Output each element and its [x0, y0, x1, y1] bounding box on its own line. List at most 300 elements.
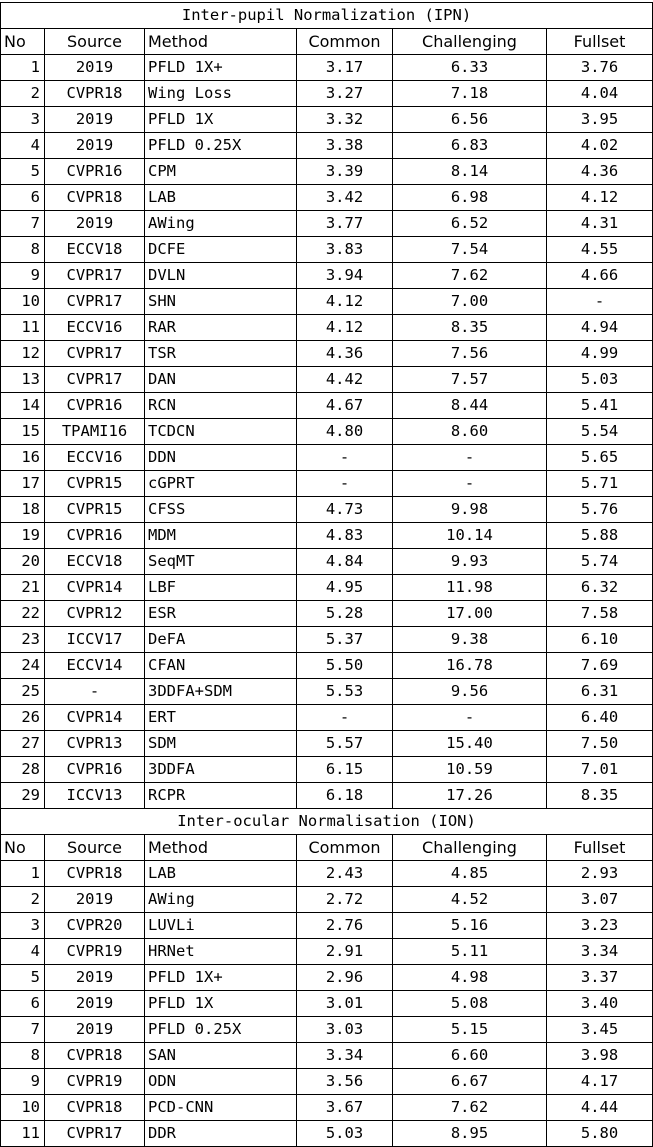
table-row — [1, 107, 653, 133]
table-row — [1, 315, 653, 341]
cell-no: 15 — [1, 419, 45, 445]
results-table-container — [0, 2, 652, 1147]
cell-no: 26 — [1, 705, 45, 731]
cell-no: 1 — [1, 861, 45, 887]
cell-no: 27 — [1, 731, 45, 757]
table-row — [1, 523, 653, 549]
cell-no: 24 — [1, 653, 45, 679]
cell-fullset: 5.74 — [547, 549, 653, 575]
cell-method: DAN — [145, 367, 297, 393]
cell-source: CVPR18 — [45, 81, 145, 107]
cell-method: MDM — [145, 523, 297, 549]
cell-challenging: 10.59 — [393, 757, 547, 783]
cell-challenging: 16.78 — [393, 653, 547, 679]
cell-common: 5.37 — [297, 627, 393, 653]
cell-source: ECCV14 — [45, 653, 145, 679]
cell-challenging: 7.56 — [393, 341, 547, 367]
cell-fullset: 7.50 — [547, 731, 653, 757]
cell-common: 4.80 — [297, 419, 393, 445]
cell-no: 9 — [1, 1069, 45, 1095]
cell-challenging: 9.98 — [393, 497, 547, 523]
cell-source: CVPR18 — [45, 1043, 145, 1069]
cell-common: 2.76 — [297, 913, 393, 939]
cell-common: 5.57 — [297, 731, 393, 757]
cell-fullset: 3.95 — [547, 107, 653, 133]
cell-method: SHN — [145, 289, 297, 315]
cell-challenging: 7.18 — [393, 81, 547, 107]
cell-fullset: 3.76 — [547, 55, 653, 81]
cell-common: 3.42 — [297, 185, 393, 211]
cell-fullset: 4.55 — [547, 237, 653, 263]
cell-source: CVPR16 — [45, 393, 145, 419]
cell-fullset: 6.40 — [547, 705, 653, 731]
cell-no: 19 — [1, 523, 45, 549]
cell-challenging: 8.14 — [393, 159, 547, 185]
cell-source: ECCV18 — [45, 237, 145, 263]
cell-source: 2019 — [45, 991, 145, 1017]
cell-challenging: 11.98 — [393, 575, 547, 601]
cell-challenging: 8.60 — [393, 419, 547, 445]
cell-method: RAR — [145, 315, 297, 341]
table-row — [1, 757, 653, 783]
cell-no: 8 — [1, 237, 45, 263]
cell-common: - — [297, 445, 393, 471]
cell-method: PFLD 1X — [145, 107, 297, 133]
table-row — [1, 1121, 653, 1147]
table-row — [1, 185, 653, 211]
cell-method: ESR — [145, 601, 297, 627]
cell-challenging: 7.54 — [393, 237, 547, 263]
table-row — [1, 289, 653, 315]
cell-common: 3.94 — [297, 263, 393, 289]
column-header-method: Method — [145, 29, 297, 55]
cell-source: ICCV17 — [45, 627, 145, 653]
table-row — [1, 627, 653, 653]
table-row — [1, 601, 653, 627]
cell-challenging: 6.67 — [393, 1069, 547, 1095]
cell-fullset: 6.31 — [547, 679, 653, 705]
cell-no: 25 — [1, 679, 45, 705]
cell-fullset: 3.07 — [547, 887, 653, 913]
cell-fullset: 4.02 — [547, 133, 653, 159]
cell-common: 3.17 — [297, 55, 393, 81]
cell-challenging: 6.52 — [393, 211, 547, 237]
cell-challenging: - — [393, 445, 547, 471]
cell-no: 4 — [1, 939, 45, 965]
cell-source: ICCV13 — [45, 783, 145, 809]
table-row — [1, 731, 653, 757]
cell-source: 2019 — [45, 55, 145, 81]
cell-method: 3DDFA — [145, 757, 297, 783]
cell-method: LBF — [145, 575, 297, 601]
cell-no: 5 — [1, 965, 45, 991]
cell-method: DeFA — [145, 627, 297, 653]
column-header-no: No — [1, 835, 45, 861]
table-row — [1, 55, 653, 81]
cell-method: PFLD 1X+ — [145, 55, 297, 81]
cell-method: LAB — [145, 185, 297, 211]
cell-fullset: 8.35 — [547, 783, 653, 809]
cell-common: 3.32 — [297, 107, 393, 133]
cell-challenging: 7.00 — [393, 289, 547, 315]
cell-common: 2.72 — [297, 887, 393, 913]
cell-fullset: 5.54 — [547, 419, 653, 445]
cell-no: 11 — [1, 315, 45, 341]
cell-fullset: 2.93 — [547, 861, 653, 887]
cell-fullset: 4.94 — [547, 315, 653, 341]
cell-source: CVPR18 — [45, 185, 145, 211]
cell-common: 3.38 — [297, 133, 393, 159]
cell-common: 4.73 — [297, 497, 393, 523]
cell-fullset: 5.71 — [547, 471, 653, 497]
cell-source: CVPR15 — [45, 497, 145, 523]
cell-source: 2019 — [45, 965, 145, 991]
cell-source: CVPR17 — [45, 289, 145, 315]
cell-method: SDM — [145, 731, 297, 757]
cell-source: CVPR14 — [45, 705, 145, 731]
cell-no: 6 — [1, 185, 45, 211]
cell-challenging: - — [393, 705, 547, 731]
table-row — [1, 1095, 653, 1121]
cell-challenging: 9.56 — [393, 679, 547, 705]
cell-challenging: 5.15 — [393, 1017, 547, 1043]
cell-challenging: 7.62 — [393, 263, 547, 289]
cell-fullset: 4.36 — [547, 159, 653, 185]
cell-fullset: 5.80 — [547, 1121, 653, 1147]
cell-challenging: 8.95 — [393, 1121, 547, 1147]
section-title: Inter-pupil Normalization (IPN) — [1, 3, 653, 29]
cell-source: TPAMI16 — [45, 419, 145, 445]
cell-method: LAB — [145, 861, 297, 887]
cell-no: 28 — [1, 757, 45, 783]
cell-common: 3.27 — [297, 81, 393, 107]
cell-common: 3.39 — [297, 159, 393, 185]
cell-common: 6.15 — [297, 757, 393, 783]
cell-no: 10 — [1, 1095, 45, 1121]
cell-method: LUVLi — [145, 913, 297, 939]
cell-source: CVPR16 — [45, 757, 145, 783]
cell-no: 20 — [1, 549, 45, 575]
cell-common: 2.43 — [297, 861, 393, 887]
cell-no: 5 — [1, 159, 45, 185]
table-row — [1, 237, 653, 263]
cell-common: 6.18 — [297, 783, 393, 809]
table-row — [1, 653, 653, 679]
cell-method: TCDCN — [145, 419, 297, 445]
cell-fullset: 4.17 — [547, 1069, 653, 1095]
cell-no: 4 — [1, 133, 45, 159]
cell-method: DVLN — [145, 263, 297, 289]
cell-common: 5.53 — [297, 679, 393, 705]
cell-no: 12 — [1, 341, 45, 367]
cell-method: HRNet — [145, 939, 297, 965]
cell-common: 4.12 — [297, 315, 393, 341]
table-row — [1, 1069, 653, 1095]
cell-fullset: 4.66 — [547, 263, 653, 289]
cell-fullset: 4.99 — [547, 341, 653, 367]
table-row — [1, 861, 653, 887]
table-row — [1, 159, 653, 185]
table-row — [1, 211, 653, 237]
table-row — [1, 965, 653, 991]
table-row — [1, 133, 653, 159]
cell-fullset: 4.44 — [547, 1095, 653, 1121]
cell-method: ODN — [145, 1069, 297, 1095]
cell-common: 5.03 — [297, 1121, 393, 1147]
cell-source: - — [45, 679, 145, 705]
cell-no: 16 — [1, 445, 45, 471]
cell-fullset: 7.58 — [547, 601, 653, 627]
cell-source: CVPR14 — [45, 575, 145, 601]
cell-common: 4.67 — [297, 393, 393, 419]
cell-common: 2.91 — [297, 939, 393, 965]
cell-no: 7 — [1, 1017, 45, 1043]
column-header-challenging: Challenging — [393, 835, 547, 861]
table-row — [1, 679, 653, 705]
table-row — [1, 81, 653, 107]
cell-challenging: 7.57 — [393, 367, 547, 393]
cell-challenging: 6.33 — [393, 55, 547, 81]
cell-method: AWing — [145, 887, 297, 913]
header-row — [1, 835, 653, 861]
cell-fullset: 6.10 — [547, 627, 653, 653]
cell-common: 3.34 — [297, 1043, 393, 1069]
cell-common: 3.01 — [297, 991, 393, 1017]
cell-source: CVPR15 — [45, 471, 145, 497]
cell-challenging: 10.14 — [393, 523, 547, 549]
cell-source: CVPR18 — [45, 1095, 145, 1121]
cell-common: 4.95 — [297, 575, 393, 601]
column-header-fullset: Fullset — [547, 835, 653, 861]
cell-challenging: 6.56 — [393, 107, 547, 133]
cell-common: 5.28 — [297, 601, 393, 627]
table-row — [1, 887, 653, 913]
cell-fullset: - — [547, 289, 653, 315]
cell-challenging: 8.44 — [393, 393, 547, 419]
cell-no: 23 — [1, 627, 45, 653]
cell-no: 11 — [1, 1121, 45, 1147]
cell-challenging: 6.98 — [393, 185, 547, 211]
table-row — [1, 913, 653, 939]
cell-no: 6 — [1, 991, 45, 1017]
cell-method: PFLD 0.25X — [145, 133, 297, 159]
table-row — [1, 575, 653, 601]
cell-fullset: 3.98 — [547, 1043, 653, 1069]
table-row — [1, 419, 653, 445]
table-row — [1, 263, 653, 289]
cell-source: 2019 — [45, 887, 145, 913]
cell-method: DCFE — [145, 237, 297, 263]
cell-no: 2 — [1, 81, 45, 107]
table-row — [1, 549, 653, 575]
cell-source: CVPR20 — [45, 913, 145, 939]
cell-source: ECCV16 — [45, 445, 145, 471]
cell-challenging: 5.16 — [393, 913, 547, 939]
cell-common: 4.42 — [297, 367, 393, 393]
cell-common: - — [297, 705, 393, 731]
cell-fullset: 4.04 — [547, 81, 653, 107]
cell-no: 14 — [1, 393, 45, 419]
cell-no: 18 — [1, 497, 45, 523]
cell-fullset: 5.03 — [547, 367, 653, 393]
cell-no: 22 — [1, 601, 45, 627]
cell-challenging: 5.08 — [393, 991, 547, 1017]
cell-method: CFSS — [145, 497, 297, 523]
cell-method: ERT — [145, 705, 297, 731]
cell-method: AWing — [145, 211, 297, 237]
cell-challenging: 9.93 — [393, 549, 547, 575]
cell-challenging: 7.62 — [393, 1095, 547, 1121]
cell-method: CPM — [145, 159, 297, 185]
cell-challenging: 5.11 — [393, 939, 547, 965]
cell-fullset: 5.76 — [547, 497, 653, 523]
cell-challenging: 17.26 — [393, 783, 547, 809]
results-table — [0, 2, 653, 1147]
cell-no: 2 — [1, 887, 45, 913]
cell-fullset: 7.69 — [547, 653, 653, 679]
table-row — [1, 1043, 653, 1069]
cell-no: 29 — [1, 783, 45, 809]
cell-method: DDN — [145, 445, 297, 471]
column-header-no: No — [1, 29, 45, 55]
cell-source: CVPR18 — [45, 861, 145, 887]
cell-method: CFAN — [145, 653, 297, 679]
cell-fullset: 3.40 — [547, 991, 653, 1017]
cell-common: - — [297, 471, 393, 497]
cell-source: CVPR17 — [45, 263, 145, 289]
cell-challenging: 6.60 — [393, 1043, 547, 1069]
cell-source: CVPR19 — [45, 939, 145, 965]
cell-fullset: 4.31 — [547, 211, 653, 237]
cell-source: CVPR16 — [45, 523, 145, 549]
cell-method: TSR — [145, 341, 297, 367]
cell-source: 2019 — [45, 107, 145, 133]
cell-common: 4.83 — [297, 523, 393, 549]
table-row — [1, 393, 653, 419]
table-row — [1, 1017, 653, 1043]
table-row — [1, 471, 653, 497]
section-title-row — [1, 3, 653, 29]
cell-method: cGPRT — [145, 471, 297, 497]
section-title: Inter-ocular Normalisation (ION) — [1, 809, 653, 835]
cell-common: 5.50 — [297, 653, 393, 679]
cell-source: CVPR17 — [45, 367, 145, 393]
column-header-source: Source — [45, 835, 145, 861]
table-row — [1, 783, 653, 809]
header-row — [1, 29, 653, 55]
cell-fullset: 3.34 — [547, 939, 653, 965]
cell-challenging: 9.38 — [393, 627, 547, 653]
cell-no: 3 — [1, 913, 45, 939]
cell-fullset: 5.41 — [547, 393, 653, 419]
cell-method: PCD-CNN — [145, 1095, 297, 1121]
table-row — [1, 341, 653, 367]
results-table-body — [1, 3, 653, 1147]
cell-source: CVPR17 — [45, 1121, 145, 1147]
column-header-source: Source — [45, 29, 145, 55]
cell-challenging: 17.00 — [393, 601, 547, 627]
cell-challenging: 4.85 — [393, 861, 547, 887]
cell-source: CVPR13 — [45, 731, 145, 757]
cell-no: 1 — [1, 55, 45, 81]
column-header-common: Common — [297, 835, 393, 861]
column-header-fullset: Fullset — [547, 29, 653, 55]
cell-fullset: 3.37 — [547, 965, 653, 991]
cell-common: 3.67 — [297, 1095, 393, 1121]
cell-no: 3 — [1, 107, 45, 133]
cell-method: SeqMT — [145, 549, 297, 575]
cell-fullset: 6.32 — [547, 575, 653, 601]
cell-source: CVPR12 — [45, 601, 145, 627]
table-row — [1, 991, 653, 1017]
cell-no: 10 — [1, 289, 45, 315]
cell-method: PFLD 1X — [145, 991, 297, 1017]
cell-method: 3DDFA+SDM — [145, 679, 297, 705]
cell-method: Wing Loss — [145, 81, 297, 107]
cell-source: 2019 — [45, 1017, 145, 1043]
cell-no: 8 — [1, 1043, 45, 1069]
cell-no: 17 — [1, 471, 45, 497]
cell-common: 3.56 — [297, 1069, 393, 1095]
cell-challenging: 8.35 — [393, 315, 547, 341]
cell-fullset: 5.65 — [547, 445, 653, 471]
cell-common: 4.36 — [297, 341, 393, 367]
column-header-challenging: Challenging — [393, 29, 547, 55]
table-row — [1, 367, 653, 393]
cell-source: CVPR17 — [45, 341, 145, 367]
cell-source: ECCV16 — [45, 315, 145, 341]
cell-fullset: 5.88 — [547, 523, 653, 549]
column-header-method: Method — [145, 835, 297, 861]
cell-method: DDR — [145, 1121, 297, 1147]
cell-challenging: 4.52 — [393, 887, 547, 913]
cell-source: CVPR16 — [45, 159, 145, 185]
cell-common: 3.77 — [297, 211, 393, 237]
cell-source: 2019 — [45, 211, 145, 237]
cell-source: ECCV18 — [45, 549, 145, 575]
cell-no: 21 — [1, 575, 45, 601]
cell-method: PFLD 0.25X — [145, 1017, 297, 1043]
cell-source: CVPR19 — [45, 1069, 145, 1095]
cell-fullset: 7.01 — [547, 757, 653, 783]
cell-common: 3.03 — [297, 1017, 393, 1043]
cell-common: 4.84 — [297, 549, 393, 575]
cell-method: RCN — [145, 393, 297, 419]
cell-method: RCPR — [145, 783, 297, 809]
section-title-row — [1, 809, 653, 835]
column-header-common: Common — [297, 29, 393, 55]
cell-source: 2019 — [45, 133, 145, 159]
table-row — [1, 705, 653, 731]
cell-fullset: 4.12 — [547, 185, 653, 211]
cell-common: 3.83 — [297, 237, 393, 263]
table-row — [1, 497, 653, 523]
cell-challenging: 6.83 — [393, 133, 547, 159]
cell-challenging: 4.98 — [393, 965, 547, 991]
cell-fullset: 3.45 — [547, 1017, 653, 1043]
cell-method: SAN — [145, 1043, 297, 1069]
cell-common: 4.12 — [297, 289, 393, 315]
cell-method: PFLD 1X+ — [145, 965, 297, 991]
cell-no: 7 — [1, 211, 45, 237]
cell-no: 9 — [1, 263, 45, 289]
cell-no: 13 — [1, 367, 45, 393]
table-row — [1, 445, 653, 471]
cell-common: 2.96 — [297, 965, 393, 991]
table-row — [1, 939, 653, 965]
cell-fullset: 3.23 — [547, 913, 653, 939]
cell-challenging: 15.40 — [393, 731, 547, 757]
